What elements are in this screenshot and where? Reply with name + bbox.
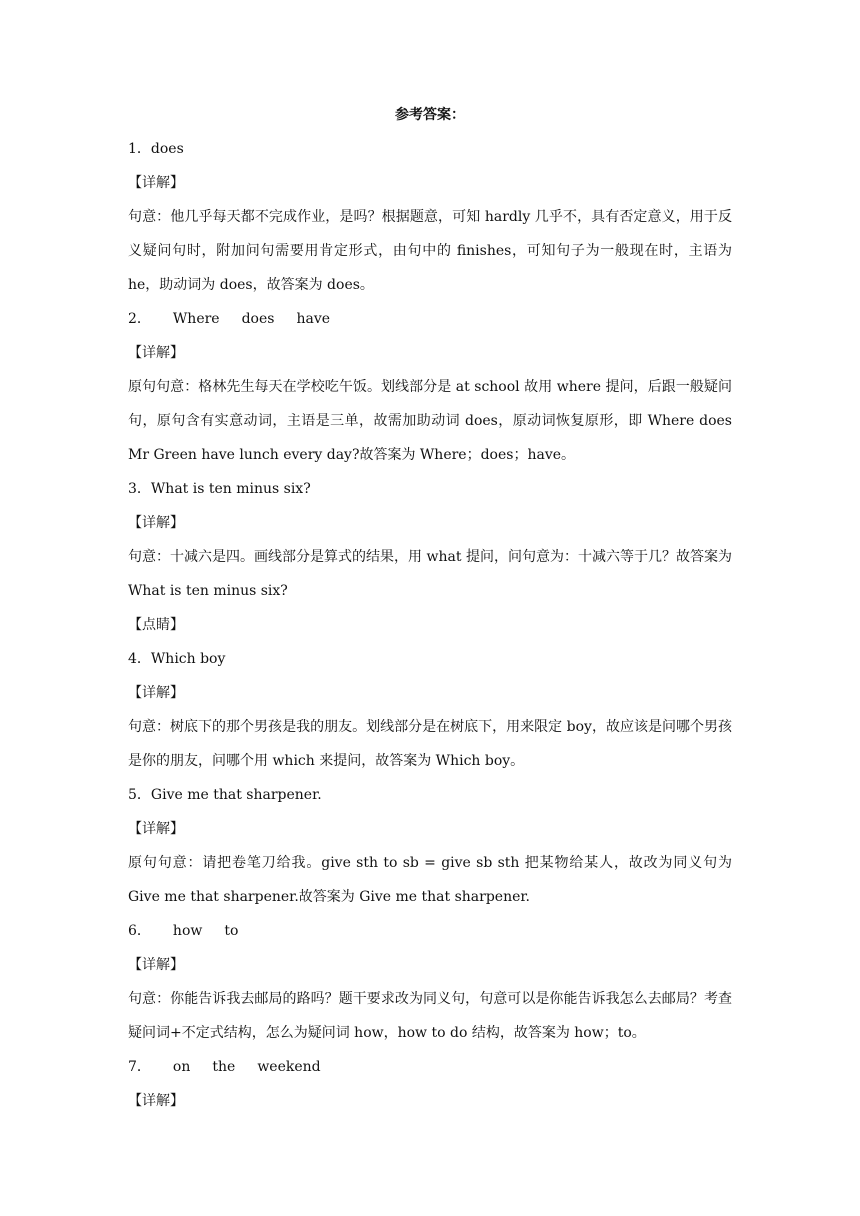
explanation-2: 原句句意：格林先生每天在学校吃午饭。划线部分是 at school 故用 where 提问，后跟一般疑问句，原句含有实意动词，主语是三单，故需加助动词 does，原动词恢复原形，即 Where does Mr Green have lunch every day?故答案为 Where；does；have。 bbox=[128, 379, 732, 463]
detail-label-2: 【详解】 bbox=[128, 345, 184, 361]
answer-word: on bbox=[172, 1059, 191, 1075]
explanation-5: 原句句意：请把卷笔刀给我。give sth to sb = give sb sth 把某物给某人，故改为同义句为 Give me that sharpener.故答案为 Give me that sharpener. bbox=[128, 855, 732, 905]
explanation-4: 句意：树底下的那个男孩是我的朋友。划线部分是在树底下，用来限定 boy，故应该是问哪个男孩是你的朋友，问哪个用 which 来提问，故答案为 Which boy。 bbox=[128, 719, 732, 769]
explanation-1: 句意：他几乎每天都不完成作业，是吗？根据题意，可知 hardly 几乎不，具有否定意义，用于反义疑问句时，附加问句需要用肯定形式，由句中的 finishes，可知句子为一般现在时，主语为 he，助动词为 does，故答案为 does。 bbox=[128, 209, 732, 293]
answer-word: have bbox=[296, 311, 331, 327]
detail-label-4: 【详解】 bbox=[128, 685, 184, 701]
answer-number: 2． bbox=[128, 311, 151, 327]
answer-word: to bbox=[224, 923, 239, 939]
explanation-3: 句意：十减六是四。画线部分是算式的结果，用 what 提问，问句意为：十减六等于几？故答案为 What is ten minus six? bbox=[128, 549, 732, 599]
answer-6 bbox=[128, 914, 732, 948]
answer-content bbox=[128, 98, 732, 1118]
answer-3: 3．What is ten minus six? bbox=[128, 481, 311, 497]
detail-label-5: 【详解】 bbox=[128, 821, 184, 837]
answer-number: 7． bbox=[128, 1059, 151, 1075]
answer-word: Where bbox=[172, 311, 220, 327]
answer-word: how bbox=[172, 923, 203, 939]
answer-5: 5．Give me that sharpener. bbox=[128, 787, 322, 803]
comment-label-3: 【点睛】 bbox=[128, 617, 184, 633]
answer-number: 6． bbox=[128, 923, 151, 939]
detail-label-6: 【详解】 bbox=[128, 957, 184, 973]
explanation-6: 句意：你能告诉我去邮局的路吗？题干要求改为同义句，句意可以是你能告诉我怎么去邮局？考查疑问词+不定式结构，怎么为疑问词 how，how to do 结构，故答案为 how；to。 bbox=[128, 991, 732, 1041]
detail-label-7: 【详解】 bbox=[128, 1093, 184, 1109]
answer-1: 1．does bbox=[128, 141, 184, 157]
answer-word: weekend bbox=[257, 1059, 321, 1075]
answer-2 bbox=[128, 302, 732, 336]
answer-4: 4．Which boy bbox=[128, 651, 226, 667]
answer-7 bbox=[128, 1050, 732, 1084]
detail-label-1: 【详解】 bbox=[128, 175, 184, 191]
page-title: 参考答案： bbox=[395, 107, 465, 123]
answer-word: the bbox=[212, 1059, 236, 1075]
answer-word: does bbox=[241, 311, 275, 327]
detail-label-3: 【详解】 bbox=[128, 515, 184, 531]
